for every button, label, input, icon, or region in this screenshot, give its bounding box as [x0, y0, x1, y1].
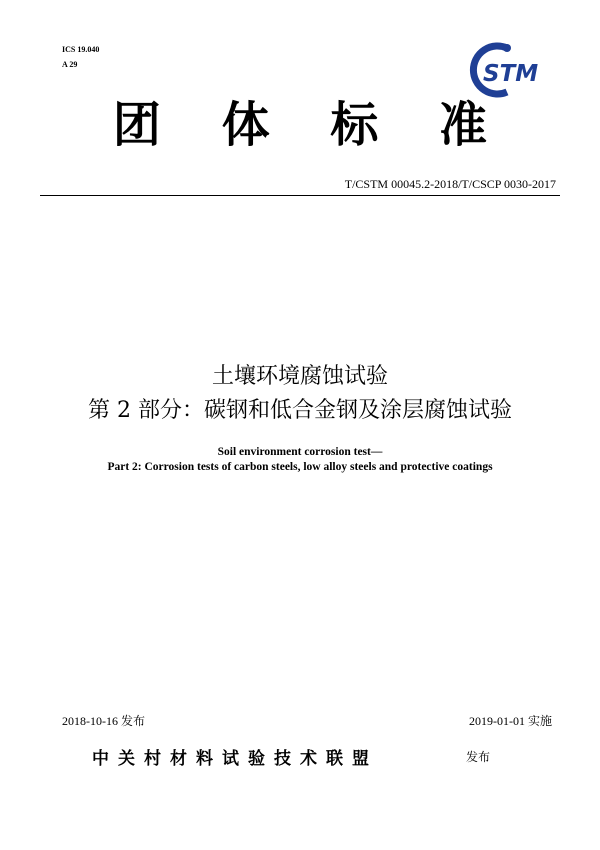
english-title-line1: Soil environment corrosion test—	[217, 446, 383, 458]
publish-date: 2018-10-16 发布	[62, 714, 145, 728]
english-title-line2: Part 2: Corrosion tests of carbon steels, low alloy steels and protective coatings	[107, 461, 493, 473]
header-divider	[40, 195, 560, 196]
effective-date: 2019-01-01 实施	[469, 714, 552, 728]
issuing-organization: 中关村材料试验技术联盟	[92, 749, 378, 769]
logo-text: STM	[483, 61, 539, 87]
standard-number: T/CSTM 00045.2-2018/T/CSCP 0030-2017	[344, 177, 556, 191]
chinese-title-line2: 第 2 部分：碳钢和低合金钢及涂层腐蚀试验	[88, 398, 512, 423]
ics-code: ICS 19.040	[62, 45, 100, 54]
chinese-title-line1: 土壤环境腐蚀试验	[211, 364, 388, 389]
cstm-logo-icon	[467, 42, 557, 98]
ccs-code: A 29	[62, 60, 78, 69]
organization-publish-label: 发布	[466, 750, 491, 764]
document-type-title: 团 体 标 准	[112, 97, 510, 153]
cstm-logo	[467, 42, 557, 98]
